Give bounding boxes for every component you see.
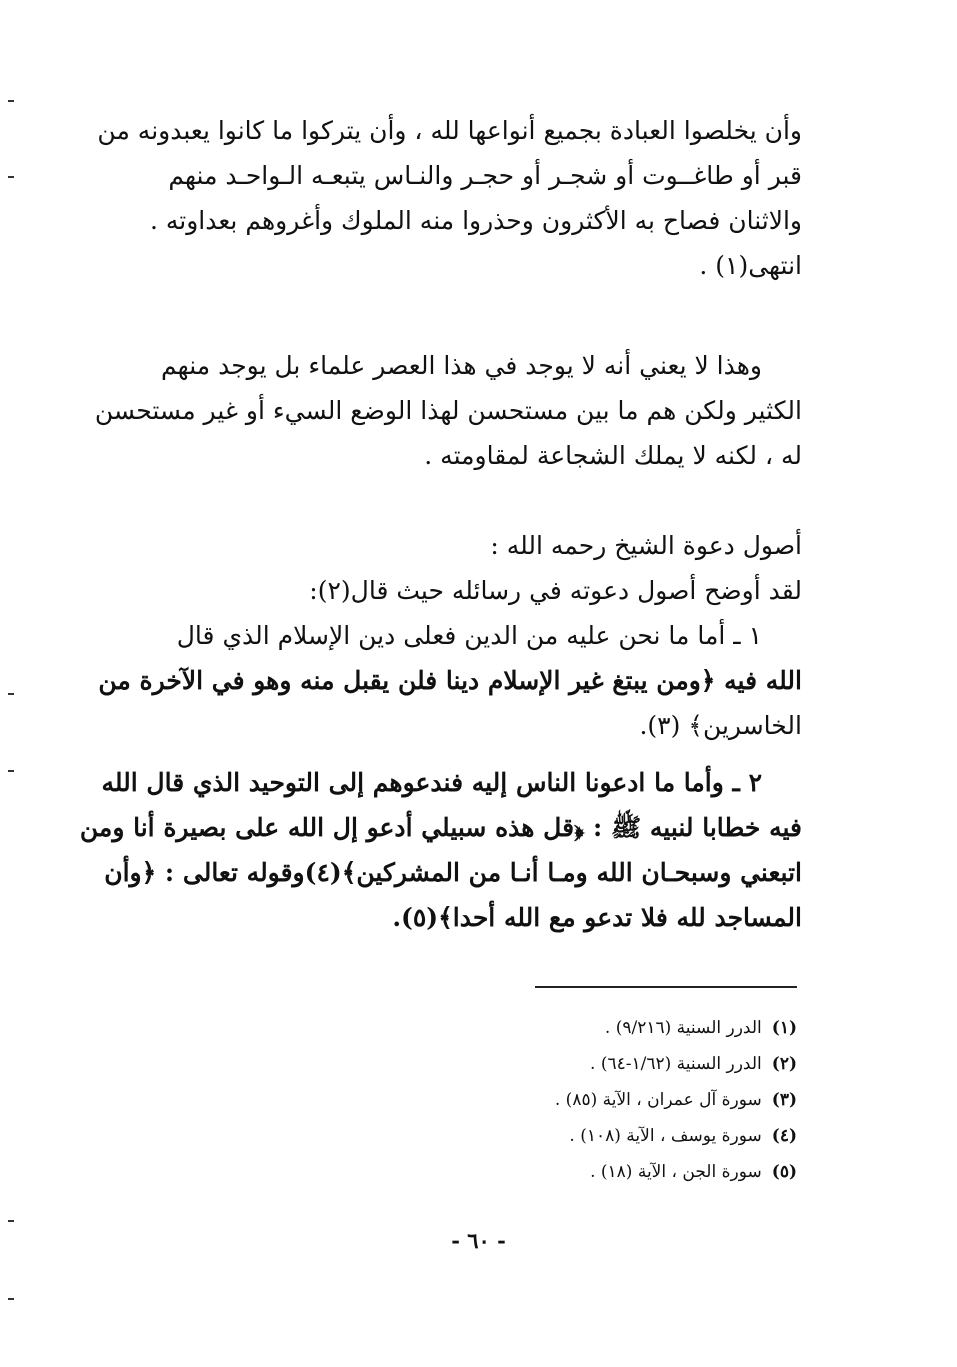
text-line: وهذا لا يعني أنه لا يوجد في هذا العصر علماء بل يوجد منهم <box>161 351 762 380</box>
section-intro: لقد أوضح أصول دعوته في رسائله حيث قال(٢): <box>309 576 802 605</box>
section-heading: أصول دعوة الشيخ رحمه الله : <box>490 531 802 560</box>
footnote-2: (٢)الدرر السنية (١/٦٢-٦٤) . <box>590 1054 797 1074</box>
text-line: ١ ـ أما ما نحن عليه من الدين فعلى دين الإسلام الذي قال <box>176 621 762 650</box>
text-line: الخاسرين﴾ (٣). <box>639 711 802 740</box>
footnote-5: (٥)سورة الجن ، الآية (١٨) . <box>590 1162 797 1182</box>
scan-speck <box>8 770 14 772</box>
text-line: المساجد لله فلا تدعو مع الله أحدا﴾(٥). <box>392 903 802 932</box>
text-line: وأن يخلصوا العبادة بجميع أنواعها لله ، وأن يتركوا ما كانوا يعبدونه من <box>97 116 802 145</box>
scan-speck <box>8 693 14 695</box>
page-number: - ٦٠ - <box>451 1228 506 1253</box>
text-line: انتهى(١) . <box>699 251 802 280</box>
footnote-3: (٣)سورة آل عمران ، الآية (٨٥) . <box>554 1090 797 1110</box>
text-line: الكثير ولكن هم ما بين مستحسن لهذا الوضع السيء أو غير مستحسن <box>94 396 802 425</box>
footnote-separator <box>535 986 797 988</box>
text-line: والاثنان فصاح به الأكثرون وحذروا منه الملوك وأغروهم بعداوته . <box>149 206 802 235</box>
text-line: الله فيه ﴿ومن يبتغ غير الإسلام دينا فلن يقبل منه وهو في الآخرة من <box>98 666 802 695</box>
item-2 <box>79 760 802 940</box>
text-line: ٢ ـ وأما ما ادعونا الناس إليه فندعوهم إلى التوحيد الذي قال الله <box>101 768 762 797</box>
text-line: فيه خطابا لنبيه ﷺ : ﴿قل هذه سبيلي أدعو إل الله على بصيرة أنا ومن <box>79 813 802 842</box>
footnotes <box>337 1010 797 1190</box>
text-line: قبر أو طاغــوت أو شجـر أو حجـر والنـاس يتبعـه الـواحـد منهم <box>168 161 802 190</box>
scan-speck <box>8 1220 14 1222</box>
scan-speck <box>8 1298 14 1300</box>
paragraph-2 <box>94 343 802 478</box>
section-heading-block <box>132 523 802 613</box>
footnote-4: (٤)سورة يوسف ، الآية (١٠٨) . <box>569 1126 797 1146</box>
item-1 <box>98 613 802 748</box>
footnote-1: (١)الدرر السنية (٩/٢١٦) . <box>604 1018 797 1038</box>
scan-speck <box>8 100 14 102</box>
paragraph-1 <box>97 108 802 288</box>
text-line: له ، لكنه لا يملك الشجاعة لمقاومته . <box>424 441 802 470</box>
text-line: اتبعني وسبحـان الله ومـا أنـا من المشركين﴾(٤)وقوله تعالى : ﴿وأن <box>104 858 802 887</box>
scan-speck <box>8 176 14 178</box>
